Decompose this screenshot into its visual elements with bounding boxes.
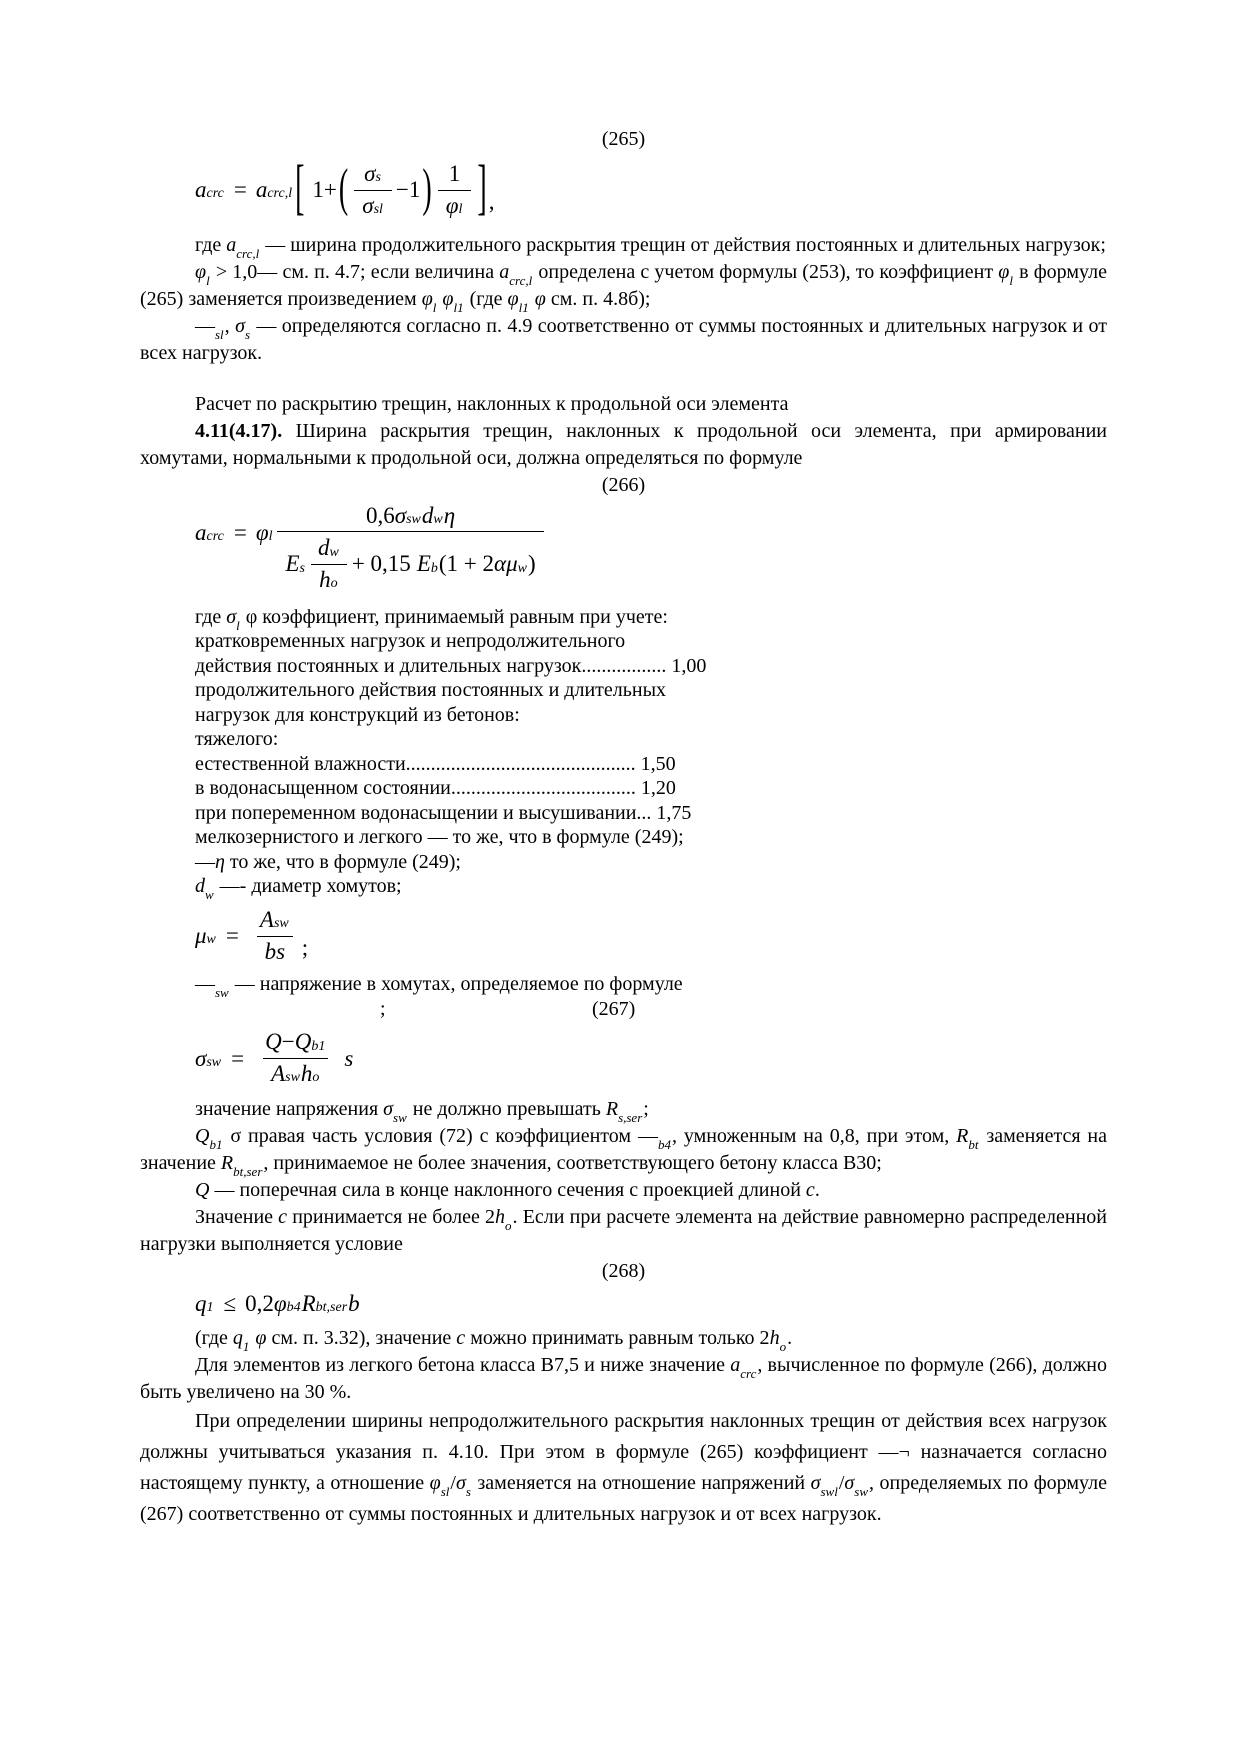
list-line-12: $d_w$ —- диаметр хомутов; (195, 875, 402, 903)
eq-label-266: (266) (601, 473, 646, 496)
left-bracket: [ (295, 155, 305, 224)
eq-label-265: (265) (601, 128, 646, 150)
formula-267: σ $_{sw}$ = Q − Q $_{b1}$ A $_{sw}$ h $_o$ s (195, 1027, 1107, 1090)
right-paren: ) (422, 159, 432, 219)
para-q-def: Q — поперечная сила в конце наклонного сечения с проекцией длиной c. (195, 1178, 820, 1201)
list-line-3: действия постоянных и длительных нагрузок................. 1,00 (195, 654, 707, 677)
para-sigma-sw-def: $—_{sw}$ — напряжение в хомутах, определяемое по формуле (195, 973, 683, 1001)
para-q1-note: (где $q_1$ φ см. п. 3.32), значение c можно принимать равным только $2h_o$. (195, 1326, 793, 1354)
para-qb1: $Q_{b1}$ σ правая часть условия (72) с коэффициентом $—_{b4}$, умноженным на 0,8, при этом, $R_{bt}$ заменяется на значение $R_{bt,ser}$, принимаемое не более значения, соответствующего бетону класса В30; (140, 1124, 1107, 1179)
para-sigma-limit: значение напряжения $\sigma_{sw}$ не должно превышать $R_{s,ser}$; (195, 1097, 649, 1125)
eq-label-268: (268) (601, 1259, 646, 1282)
para-c-value: Значение c принимается не более $2h_o$. Если при расчете элемента на действие равномерно распределенной нагрузки выполняется условие (140, 1205, 1107, 1255)
formula-268: q $_1$ ≤ 0,2 φ $_{b4}$ R $_{bt,ser}$ b (195, 1290, 360, 1316)
frac-sigma-s-over-sigma-sl: σ $_s$ σ $_{sl}$ (354, 159, 392, 222)
page-content (140, 0, 1107, 1530)
clause-number: 4.11(4.17). (195, 419, 283, 442)
para-sigma-sl: $—_{sl}$, $\sigma_s$ — определяются согласно п. 4.9 соответственно от суммы постоянных и длительных нагрузок и от всех нагрузок. (140, 314, 1107, 364)
list-line-11: —η то же, что в формуле (249); (195, 850, 461, 873)
list-line-9: при попеременном водонасыщении и высушивании... 1,75 (195, 801, 692, 824)
right-bracket: ] (477, 155, 487, 224)
list-line-8: в водонасыщенном состоянии..................................... 1,20 (195, 777, 676, 800)
list-line-1: где $\sigma_l$ φ коэффициент, принимаемый равным при учете: (195, 605, 668, 633)
list-line-5: нагрузок для конструкций из бетонов: (195, 703, 520, 726)
formula-266 (195, 501, 1107, 597)
formula-mu-w: μ $_w$ = A $_{sw}$ bs ; (195, 905, 1107, 968)
list-line-10: мелкозернистого и легкого — то же, что в формуле (249); (195, 826, 684, 849)
frac-one-over-phi-l: 1 φ $_l$ (438, 159, 472, 222)
eq-label-267-line (140, 998, 1107, 1025)
para-phi-l: $\varphi_l$ > 1,0— см. п. 4.7; если величина $a_{crc,l}$ определена с учетом формулы (253), то коэффициент $\varphi_l$ в формуле (265) заменяется произведением $\varphi_l$ $\varphi_{l1}$ (где $\varphi_{l1}$ φ см. п. 4.8б); (140, 260, 1107, 315)
para-lightweight: Для элементов из легкого бетона класса В7,5 и ниже значение $a_{crc}$, вычисленное по формуле (266), должно быть увеличено на 30 %. (140, 1353, 1108, 1403)
para-where-acrcl: где $a_{crc,l}$ — ширина продолжительного раскрытия трещин от действия постоянных и длительных нагрузок; (195, 233, 1106, 261)
list-line-4: продолжительного действия постоянных и длительных (195, 679, 667, 702)
coefficient-list (195, 605, 1107, 903)
eq-label-267: (267) (592, 998, 636, 1021)
para-final: При определении ширины непродолжительного раскрытия наклонных трещин от действия всех нагрузок должны учитываться указания п. 4.10. При этом в формуле (265) коэффициент —¬ назначается согласно настоящему пункту, а отношение $\varphi_{sl}/\sigma_s$ заменяется на отношение напряжений $\sigma_{swl}/\sigma_{sw}$, определяемых по формуле (267) соответственно от суммы постоянных и длительных нагрузок и от всех нагрузок. (140, 1409, 1108, 1525)
left-paren: ( (338, 159, 349, 219)
para-4-11: 4.11(4.17). Ширина раскрытия трещин, наклонных к продольной оси элемента, при армировании хомутами, нормальными к продольной оси, должна определяться по формуле (140, 419, 1107, 469)
list-line-2: кратковременных нагрузок и непродолжительного (195, 630, 626, 653)
frac-dw-over-ho: d $_w$ h $_o$ (310, 533, 348, 596)
frac-asw-over-bs: A $_{sw}$ bs (252, 905, 298, 968)
blank-gap (140, 367, 1107, 391)
formula-266-lhs: a $_{crc}$ = φ $_l$ (195, 519, 273, 545)
list-line-6: тяжелого: (195, 728, 279, 751)
frac-main-266: 0,6 σ $_{sw}$ d $_w$ η E $_s$ d $_w$ h $_o$ + 0,15 E $_b$ (1 + 2 α μ $_w$ ) (277, 501, 543, 597)
section-heading: Расчет по раскрытию трещин, наклонных к продольной оси элемента (195, 392, 789, 415)
list-line-7: естественной влажности.............................................. 1,50 (195, 752, 676, 775)
stray-semicolon: ; (380, 998, 386, 1021)
formula-265: a $_{crc}$ = a $_{crc,l}$ [ 1+ ( σ $_s$ σ $_{sl}$ −1 ) 1 φ $_l$ ] , (195, 155, 495, 224)
frac-q-minus-qb1: Q − Q $_{b1}$ A $_{sw}$ h $_o$ (257, 1027, 334, 1090)
